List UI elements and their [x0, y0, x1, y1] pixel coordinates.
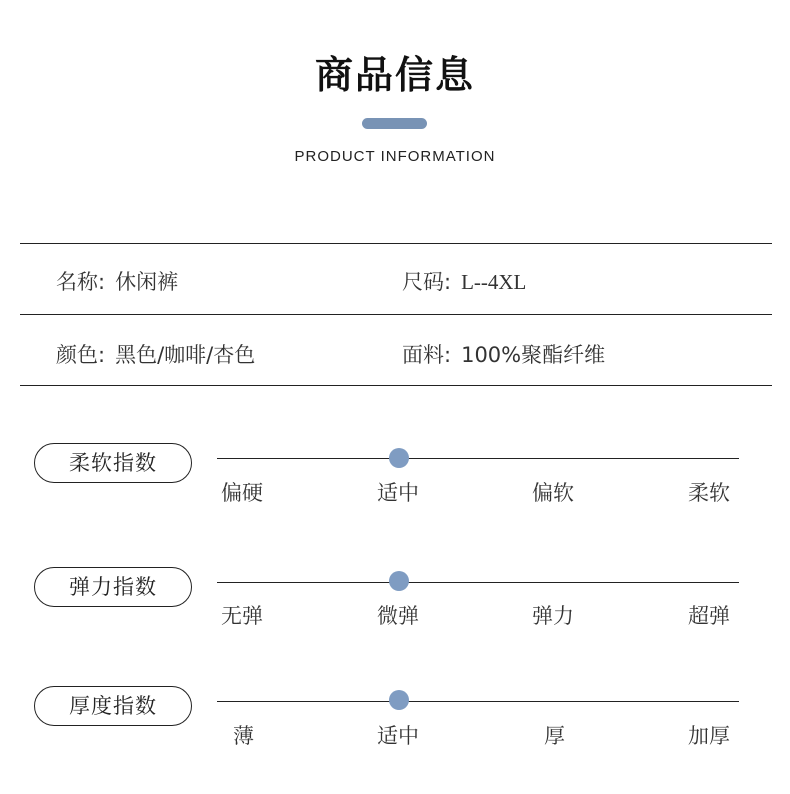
elasticity-track [217, 582, 739, 583]
fabric-field [402, 339, 605, 369]
thickness-label: 厚度指数 [34, 686, 192, 726]
thickness-indicator-dot [389, 690, 409, 710]
size-value: L--4XL [461, 270, 527, 294]
name-label: 名称: [56, 270, 106, 294]
title-accent-bar [362, 118, 427, 129]
elasticity-level-1: 无弹 [221, 604, 263, 628]
page-title: 商品信息 [314, 53, 475, 97]
elasticity-label: 弹力指数 [34, 567, 192, 607]
elasticity-level-2: 微弹 [377, 604, 419, 628]
thickness-track [217, 701, 739, 702]
softness-indicator-dot [389, 448, 409, 468]
softness-level-3: 偏软 [532, 481, 574, 505]
thickness-level-3: 厚 [544, 724, 565, 748]
color-value: 黑色/咖啡/杏色 [115, 343, 256, 367]
divider-top [20, 243, 772, 244]
thickness-level-4: 加厚 [688, 724, 730, 748]
fabric-label: 面料: [402, 343, 452, 367]
divider-middle [20, 314, 772, 315]
page-subtitle: PRODUCT INFORMATION [294, 148, 496, 165]
softness-label: 柔软指数 [34, 443, 192, 483]
name-field [56, 266, 178, 296]
fabric-value: 100%聚酯纤维 [461, 343, 606, 367]
name-value: 休闲裤 [115, 270, 179, 294]
size-field [402, 266, 526, 296]
elasticity-level-4: 超弹 [688, 604, 730, 628]
softness-track [217, 458, 739, 459]
elasticity-indicator-dot [389, 571, 409, 591]
divider-bottom [20, 385, 772, 386]
softness-level-1: 偏硬 [221, 481, 263, 505]
thickness-level-1: 薄 [233, 724, 254, 748]
softness-level-2: 适中 [377, 481, 419, 505]
color-field [56, 339, 255, 369]
softness-level-4: 柔软 [688, 481, 730, 505]
size-label: 尺码: [402, 270, 452, 294]
elasticity-level-3: 弹力 [532, 604, 574, 628]
thickness-level-2: 适中 [377, 724, 419, 748]
color-label: 颜色: [56, 343, 106, 367]
